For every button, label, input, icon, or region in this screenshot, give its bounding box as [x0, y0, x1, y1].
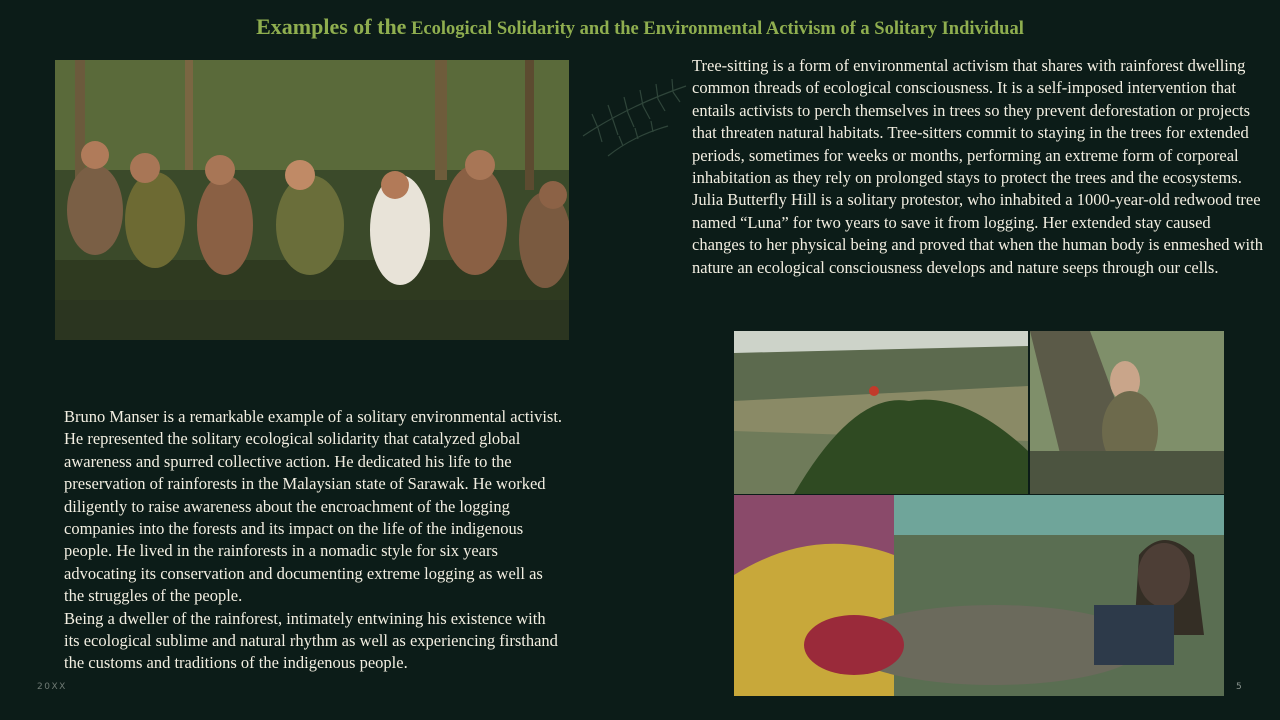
- tree-sitting-text: Tree-sitting is a form of environmental activism that shares with rainforest dwelling common threads of ecological consciousness. It is a self-imposed intervention that entails activists to perch themselves in trees so they prevent deforestation or projects that threaten natural habitats. Tree-sitters commit to staying in the trees for extended periods, sometimes for weeks or months, performing an extreme form of corporeal inhabitation as they rely on prolonged stays to protect the trees and the ecosystems. Julia Butterfly Hill is a solitary protestor, who inhabited a 1000-year-old redwood tree named “Luna” for two years to save it from logging. Her extended stay caused changes to her physical being and proved that when the human body is enmeshed with nature an ecological consciousness develops and nature seeps through our cells.: [692, 56, 1263, 277]
- manser-text-1: Bruno Manser is a remarkable example of a solitary environmental activist. He represented the solitary ecological solidarity that catalyzed global awareness and spurred collective action. He dedicated his life to the preservation of rainforests in the Malaysian state of Sarawak. He worked diligently to raise awareness about the encroachment of the logging companies into the forests and its impact on the life of the indigenous people. He lived in the rainforests in a nomadic style for six years advocating its conservation and documenting extreme logging as well as the struggles of the people.: [64, 407, 563, 606]
- title-part-2: the: [377, 14, 407, 39]
- manser-text-2: Being a dweller of the rainforest, intimately entwining his existence with its ecological sublime and natural rhythm as well as experiencing firsthand the customs and traditions of the indigenous people.: [64, 608, 558, 673]
- page-number: 5: [1236, 682, 1242, 692]
- slide-title: [0, 14, 1280, 40]
- tree-sitting-paragraph: [692, 55, 1264, 279]
- photo-woman-on-branch: [1030, 331, 1224, 494]
- manser-paragraph: [64, 406, 564, 675]
- photo-woman-resting-in-tree: [734, 495, 1224, 696]
- footer-year: 20XX: [37, 682, 67, 692]
- photo-tree-canopy-landscape: [734, 331, 1028, 494]
- title-part-1: Examples of: [256, 14, 378, 39]
- title-part-3: Ecological Solidarity and the Environmental Activism of a Solitary Individual: [406, 19, 1024, 39]
- fern-branch-icon: [578, 66, 690, 166]
- photo-manser-group: [55, 60, 569, 340]
